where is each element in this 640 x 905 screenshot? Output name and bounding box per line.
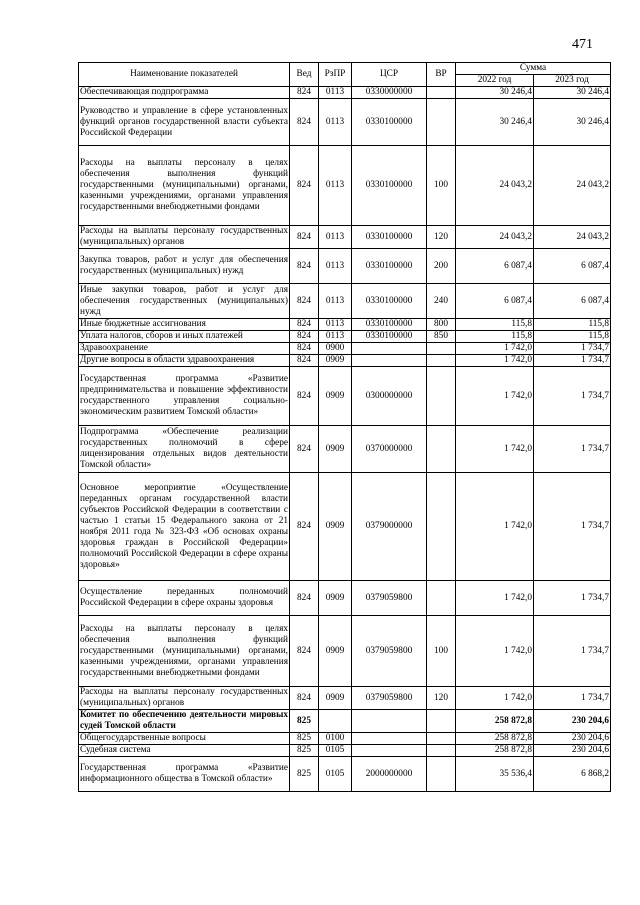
row-csr: 0330100000 [352,249,427,284]
row-ved: 824 [290,426,319,473]
row-sum-2022: 35 536,4 [456,757,534,792]
row-vr: 120 [427,687,456,710]
row-vr [427,99,456,146]
row-ved: 825 [290,757,319,792]
row-sum-2022: 258 872,8 [456,733,534,745]
row-sum-2023: 1 734,7 [534,426,611,473]
row-csr: 0330100000 [352,319,427,331]
row-sum-2022: 6 087,4 [456,249,534,284]
row-sum-2023: 1 734,7 [534,616,611,687]
row-name: Уплата налогов, сборов и иных платежей [79,331,290,343]
table-row [79,331,611,343]
row-rzpr [319,710,352,733]
row-sum-2023: 1 734,7 [534,581,611,616]
row-name: Иные бюджетные ассигнования [79,319,290,331]
row-sum-2023: 6 868,2 [534,757,611,792]
row-sum-2023: 115,8 [534,331,611,343]
column-header-rzpr: РзПР [319,63,352,87]
column-header-csr: ЦСР [352,63,427,87]
row-vr [427,710,456,733]
row-ved: 824 [290,226,319,249]
row-name: Комитет по обеспечению деятельности мировых судей Томской области [80,710,288,731]
table-row [79,249,611,284]
row-sum-2022: 24 043,2 [456,226,534,249]
table-row [79,473,611,581]
row-ved: 824 [290,99,319,146]
row-sum-2022: 1 742,0 [456,616,534,687]
row-name: Закупка товаров, работ и услуг для обеспечения государственных (муниципальных) нужд [79,249,290,284]
row-rzpr: 0105 [319,757,352,792]
row-csr [352,355,427,367]
row-sum-2022: 6 087,4 [456,284,534,319]
row-csr [352,733,427,745]
row-ved: 824 [290,473,319,581]
row-rzpr: 0900 [319,343,352,355]
row-ved: 824 [290,146,319,226]
row-vr: 100 [427,616,456,687]
row-ved: 824 [290,284,319,319]
row-name: Государственная программа «Развитие информационного общества в Томской области» [79,757,290,792]
row-sum-2023: 30 246,4 [534,87,611,99]
row-vr: 850 [427,331,456,343]
row-sum-2022: 1 742,0 [456,343,534,355]
row-sum-2022: 115,8 [456,319,534,331]
row-rzpr: 0909 [319,355,352,367]
row-rzpr: 0909 [319,367,352,426]
row-csr [352,745,427,757]
row-sum-2022: 1 742,0 [456,355,534,367]
row-rzpr: 0113 [319,249,352,284]
row-sum-2023: 6 087,4 [534,284,611,319]
table-row [79,226,611,249]
row-csr [352,343,427,355]
row-name: Руководство и управление в сфере установленных функций органов государственной власти субъекта Российской Федерации [79,99,290,146]
row-csr: 0330000000 [352,87,427,99]
row-sum-2023: 24 043,2 [534,146,611,226]
table-row [79,87,611,99]
row-rzpr: 0909 [319,426,352,473]
row-csr: 0330100000 [352,226,427,249]
table-row [79,99,611,146]
row-csr: 0379059800 [352,581,427,616]
budget-table [78,62,611,792]
table-row [79,710,611,733]
row-rzpr: 0113 [319,319,352,331]
row-sum-2023: 24 043,2 [534,226,611,249]
table-row [79,146,611,226]
row-sum-2022: 30 246,4 [456,99,534,146]
table-header [79,63,611,87]
row-rzpr: 0113 [319,87,352,99]
row-sum-2023: 115,8 [534,319,611,331]
row-rzpr: 0113 [319,331,352,343]
row-vr: 120 [427,226,456,249]
row-csr: 0330100000 [352,284,427,319]
row-name: Судебная система [79,745,290,757]
row-csr: 0330100000 [352,146,427,226]
row-rzpr: 0909 [319,581,352,616]
row-rzpr: 0909 [319,687,352,710]
row-sum-2022: 1 742,0 [456,367,534,426]
row-name: Расходы на выплаты персоналу в целях обеспечения выполнения функций государственными (муниципальными) органами, казенными учреждениями, органами управления государственными внебюджетными фондами [79,146,290,226]
row-vr [427,87,456,99]
row-vr [427,581,456,616]
table-row [79,745,611,757]
row-csr: 2000000000 [352,757,427,792]
page-number: 471 [572,37,593,52]
table-row [79,355,611,367]
table-body [79,87,611,792]
row-sum-2022: 24 043,2 [456,146,534,226]
row-ved: 824 [290,249,319,284]
row-sum-2023: 230 204,6 [534,710,611,733]
row-sum-2022: 30 246,4 [456,87,534,99]
row-sum-2022: 258 872,8 [456,710,534,733]
row-sum-2023: 6 087,4 [534,249,611,284]
row-vr: 200 [427,249,456,284]
row-csr: 0379000000 [352,473,427,581]
row-ved: 824 [290,581,319,616]
column-header-name: Наименование показателей [79,63,290,87]
row-name: Государственная программа «Развитие предпринимательства и повышение эффективности государственного управления социально-экономическим развитием Томской области» [79,367,290,426]
row-csr: 0379059800 [352,616,427,687]
row-vr [427,757,456,792]
column-header-ved: Вед [290,63,319,87]
table-row [79,733,611,745]
row-vr [427,367,456,426]
row-csr: 0330100000 [352,99,427,146]
row-name: Иные закупки товаров, работ и услуг для обеспечения государственных (муниципальных) нужд [80,284,288,317]
row-sum-2023: 230 204,6 [534,733,611,745]
column-header-year-2022: 2022 год [456,75,534,87]
row-vr: 240 [427,284,456,319]
row-name: Обеспечивающая подпрограмма [79,87,290,99]
row-sum-2023: 1 734,7 [534,367,611,426]
row-csr: 0300000000 [352,367,427,426]
row-vr [427,733,456,745]
table-row [79,616,611,687]
table-row [79,687,611,710]
row-ved: 824 [290,343,319,355]
row-vr [427,473,456,581]
row-rzpr: 0100 [319,733,352,745]
row-ved: 825 [290,710,319,733]
row-name: Подпрограмма «Обеспечение реализации государственных полномочий в сфере лицензирования отдельных видов деятельности Томской области» [79,426,290,473]
row-rzpr: 0113 [319,284,352,319]
row-ved: 824 [290,331,319,343]
column-header-sum: Сумма [456,63,611,75]
row-ved: 824 [290,687,319,710]
row-ved: 824 [290,319,319,331]
row-ved: 824 [290,355,319,367]
table-row [79,426,611,473]
row-name: Здравоохранение [79,343,290,355]
row-csr: 0330100000 [352,331,427,343]
row-sum-2023: 1 734,7 [534,355,611,367]
row-sum-2022: 258 872,8 [456,745,534,757]
row-name: Осуществление переданных полномочий Российской Федерации в сфере охраны здоровья [79,581,290,616]
row-rzpr: 0113 [319,99,352,146]
row-sum-2023: 30 246,4 [534,99,611,146]
row-name: Расходы на выплаты персоналу в целях обеспечения выполнения функций государственными (муниципальными) органами, казенными учреждениями, органами управления государственными внебюджетными фондами [79,616,290,687]
row-ved: 824 [290,87,319,99]
row-vr: 100 [427,146,456,226]
table-row [79,343,611,355]
row-name: Другие вопросы в области здравоохранения [79,355,290,367]
table-row [79,284,611,319]
row-csr: 0379059800 [352,687,427,710]
row-sum-2023: 1 734,7 [534,473,611,581]
row-sum-2022: 115,8 [456,331,534,343]
row-name: Расходы на выплаты персоналу государственных (муниципальных) органов [80,226,288,247]
row-csr [352,710,427,733]
row-name: Расходы на выплаты персоналу государственных (муниципальных) органов [80,687,288,708]
column-header-year-2023: 2023 год [534,75,611,87]
row-sum-2023: 230 204,6 [534,745,611,757]
row-vr [427,426,456,473]
row-vr: 800 [427,319,456,331]
table-row [79,367,611,426]
row-ved: 825 [290,733,319,745]
row-name: Основное мероприятие «Осуществление переданных органам государственной власти субъектов Российской Федерации в соответствии с частью 1 статьи 15 Федерального закона от 21 ноября 2011 года № 323-ФЗ «Об основах охраны здоровья граждан в Российской Федерации» полномочий Российской Федерации в сфере охраны здоровья» [79,473,290,581]
table-row [79,319,611,331]
table-row [79,757,611,792]
row-csr: 0370000000 [352,426,427,473]
row-sum-2022: 1 742,0 [456,473,534,581]
table-row [79,581,611,616]
row-ved: 824 [290,367,319,426]
row-vr [427,355,456,367]
row-sum-2023: 1 734,7 [534,687,611,710]
row-sum-2022: 1 742,0 [456,687,534,710]
row-vr [427,343,456,355]
row-ved: 824 [290,616,319,687]
row-rzpr: 0105 [319,745,352,757]
row-rzpr: 0909 [319,616,352,687]
row-sum-2022: 1 742,0 [456,581,534,616]
row-rzpr: 0113 [319,146,352,226]
row-sum-2022: 1 742,0 [456,426,534,473]
row-rzpr: 0113 [319,226,352,249]
row-vr [427,745,456,757]
row-ved: 825 [290,745,319,757]
row-sum-2023: 1 734,7 [534,343,611,355]
row-name: Общегосударственные вопросы [79,733,290,745]
row-rzpr: 0909 [319,473,352,581]
column-header-vr: ВР [427,63,456,87]
